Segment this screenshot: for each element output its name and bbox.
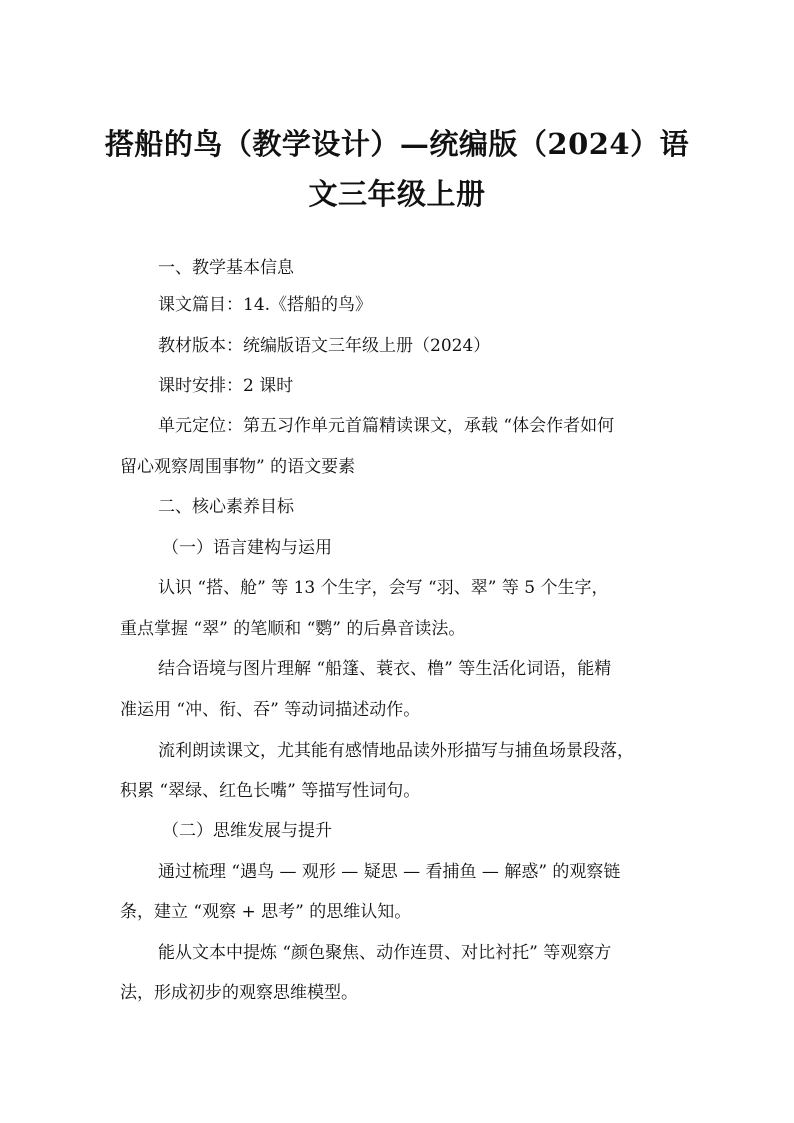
- paragraph-line: 能从文本中提炼 “颜色聚焦、动作连贯、对比衬托” 等观察方: [158, 943, 612, 963]
- paragraph-line: 认识 “搭、舱” 等 13 个生字，会写 “羽、翠” 等 5 个生字，: [158, 578, 609, 598]
- paragraph-line: 重点掌握 “翠” 的笔顺和 “鹦” 的后鼻音读法。: [120, 619, 466, 639]
- info-line-edition: 教材版本：统编版语文三年级上册（2024）: [158, 336, 491, 356]
- paragraph-line: 积累 “翠绿、红色长嘴” 等描写性词句。: [120, 781, 421, 801]
- paragraph-line: 流利朗读课文，尤其能有感情地品读外形描写与捕鱼场景段落，: [158, 741, 634, 761]
- section-heading-core-goals: 二、核心素养目标: [158, 497, 294, 517]
- paragraph-line: 准运用 “冲、衔、吞” 等动词描述动作。: [120, 700, 421, 720]
- info-line-lesson: 课文篇目：14.《搭船的鸟》: [158, 295, 373, 315]
- subsection-heading-language: （一）语言建构与运用: [162, 538, 332, 558]
- paragraph-line: 结合语境与图片理解 “船篷、蓑衣、橹” 等生活化词语，能精: [158, 659, 612, 679]
- document-title-line-2: 文三年级上册: [308, 177, 486, 211]
- info-line-unit-cont: 留心观察周围事物” 的语文要素: [120, 457, 356, 477]
- paragraph-line: 条，建立 “观察 + 思考” 的思维认知。: [120, 902, 412, 922]
- paragraph-line: 通过梳理 “遇鸟 — 观形 — 疑思 — 看捕鱼 — 解惑” 的观察链: [158, 862, 621, 882]
- section-heading-basic-info: 一、教学基本信息: [158, 258, 294, 278]
- subsection-heading-thinking: （二）思维发展与提升: [162, 821, 332, 841]
- document-title-line-1: 搭船的鸟（教学设计）—统编版（2024）语: [104, 127, 690, 161]
- info-line-unit: 单元定位：第五习作单元首篇精读课文，承载 “体会作者如何: [158, 416, 615, 436]
- paragraph-line: 法，形成初步的观察思维模型。: [120, 983, 358, 1003]
- info-line-periods: 课时安排：2 课时: [158, 376, 294, 396]
